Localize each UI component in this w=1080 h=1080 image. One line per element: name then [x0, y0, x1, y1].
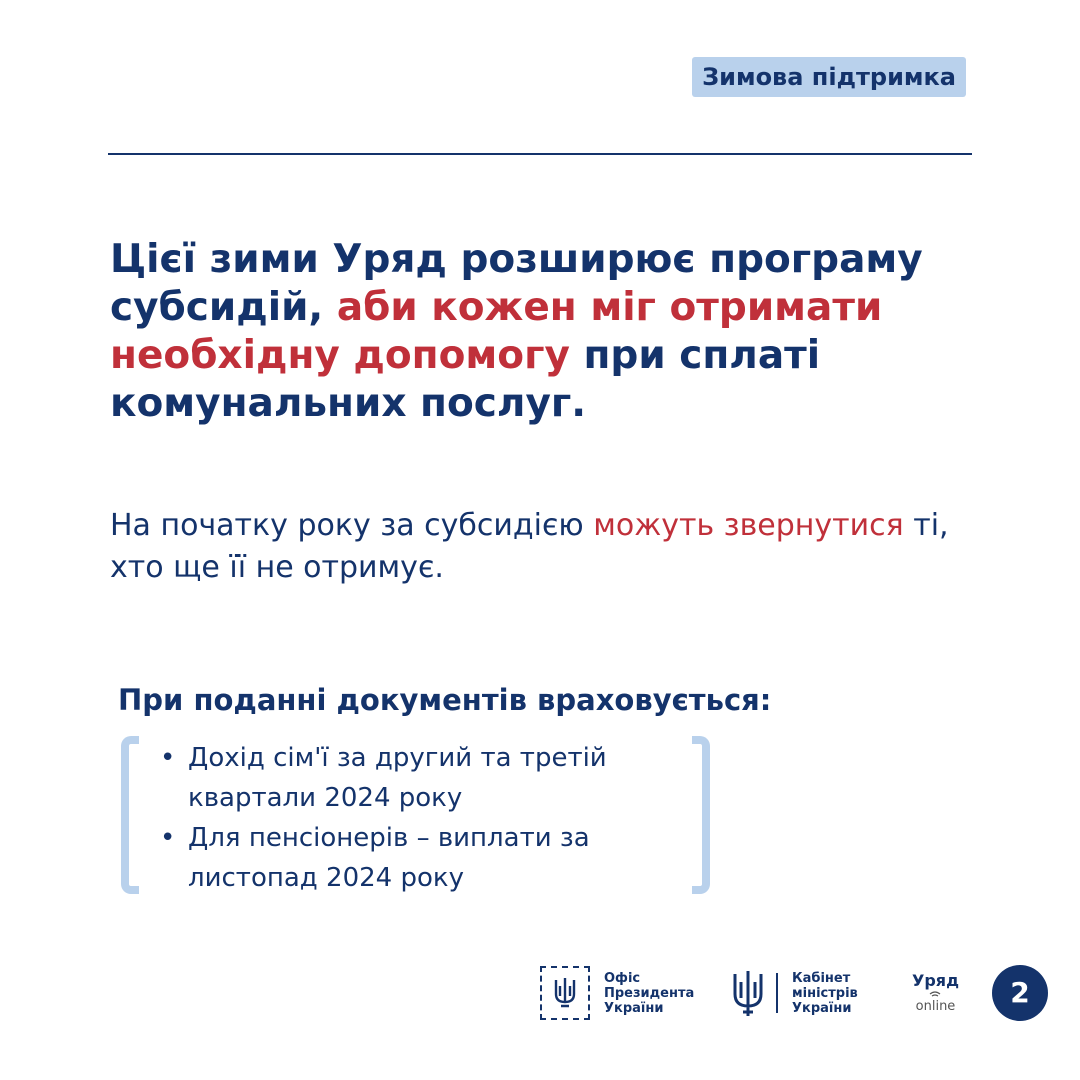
list-item: [160, 738, 680, 818]
bullet-icon: •: [160, 743, 176, 773]
left-bracket: [121, 736, 139, 894]
office-president-text: Офіс Президента України: [604, 970, 695, 1016]
bullet-icon: •: [160, 823, 176, 853]
headline-highlight: аби кожен міг отримати необхідну допомогу: [110, 285, 883, 378]
trident-icon: [730, 968, 766, 1018]
subtext: [110, 505, 970, 589]
list-title: При поданні документів враховується:: [118, 683, 772, 717]
subtext-part-3: ті, хто ще її не отримує.: [110, 508, 949, 585]
category-badge: Зимова підтримка: [692, 57, 966, 97]
list-item-text: Дохід сім'ї за другий та третій квартали 2024 року: [188, 743, 607, 813]
office-president-logo: [540, 966, 694, 1020]
requirements-list: [160, 738, 680, 898]
headline: [110, 236, 990, 428]
footer-logos: [0, 960, 1080, 1030]
subtext-part-1: На початку року за субсидією: [110, 508, 594, 543]
list-item: [160, 818, 680, 898]
list-item-text: Для пенсіонерів – виплати за листопад 2024 року: [188, 823, 590, 893]
stamp-frame: [540, 966, 590, 1020]
uryad-online-logo: Уряд online: [912, 971, 959, 1014]
cabinet-ministers-logo: [730, 968, 858, 1018]
right-bracket: [692, 736, 710, 894]
headline-part-1: Цієї зими Уряд розширює програму субсидій,: [110, 237, 923, 330]
logo-divider: [776, 973, 778, 1013]
trident-icon: [552, 976, 578, 1010]
subtext-highlight: можуть звернутися: [593, 508, 904, 543]
cabinet-ministers-text: Кабінет міністрів України: [792, 970, 858, 1016]
wifi-icon: [928, 990, 942, 998]
headline-part-3: при сплаті комунальних послуг.: [110, 333, 821, 426]
page-number: 2: [992, 965, 1048, 1021]
header-divider: [108, 153, 972, 155]
